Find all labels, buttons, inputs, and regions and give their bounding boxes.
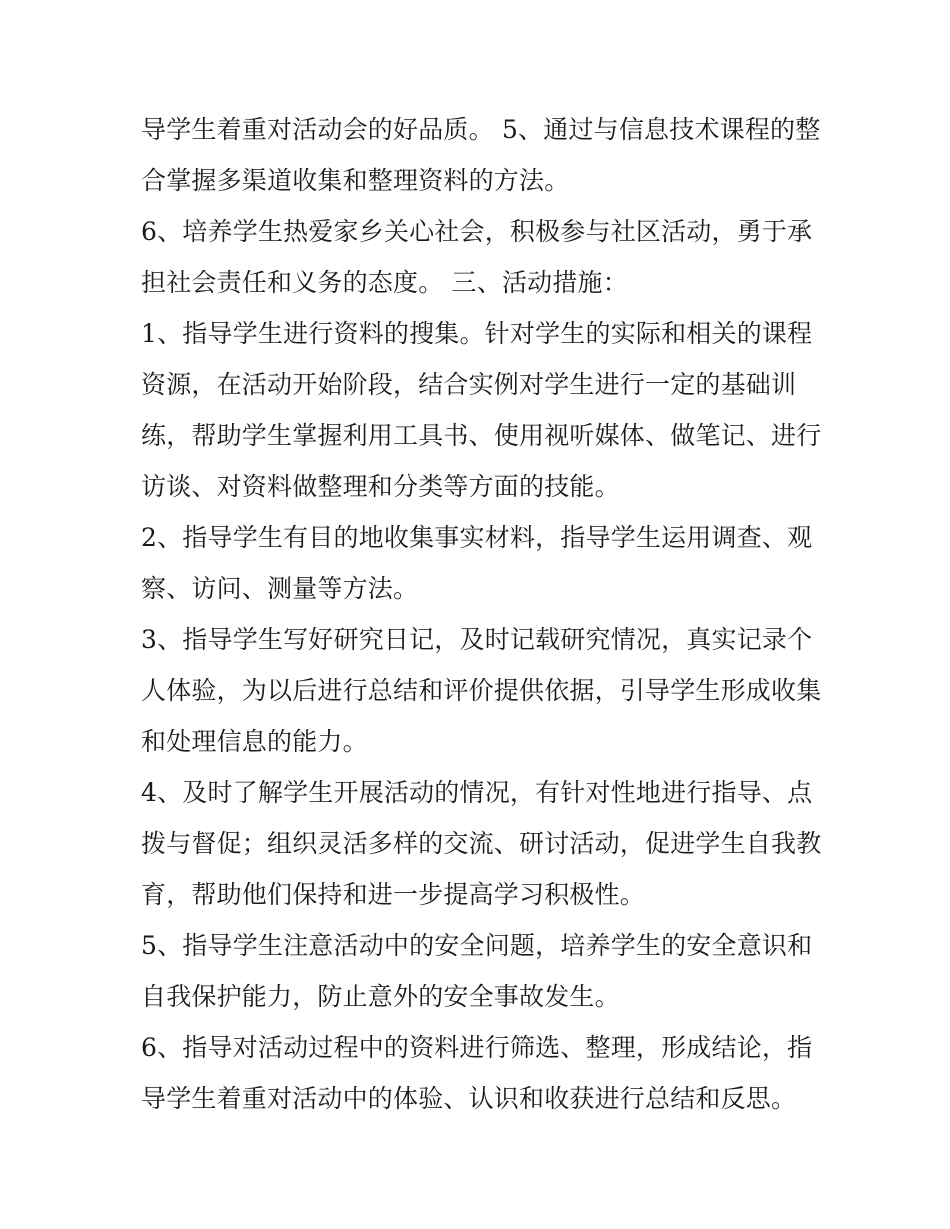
text-line: 访谈、对资料做整理和分类等方面的技能。 bbox=[141, 472, 620, 501]
text-line: 5、指导学生注意活动中的安全问题，培养学生的安全意识和 bbox=[141, 931, 813, 960]
text-line: 和处理信息的能力。 bbox=[141, 727, 368, 756]
text-line: 育，帮助他们保持和进一步提高学习积极性。 bbox=[141, 880, 646, 909]
text-line: 导学生着重对活动会的好品质。 5、通过与信息技术课程的整 bbox=[141, 115, 821, 144]
text-line: 自我保护能力，防止意外的安全事故发生。 bbox=[141, 982, 620, 1011]
text-line: 4、及时了解学生开展活动的情况，有针对性地进行指导、点 bbox=[141, 778, 813, 807]
text-line: 导学生着重对活动中的体验、认识和收获进行总结和反思。 bbox=[141, 1084, 797, 1113]
text-line: 6、培养学生热爱家乡关心社会，积极参与社区活动，勇于承 bbox=[141, 217, 813, 246]
text-line: 3、指导学生写好研究日记，及时记载研究情况，真实记录个 bbox=[141, 625, 813, 654]
text-line: 练，帮助学生掌握利用工具书、使用视听媒体、做笔记、进行 bbox=[141, 421, 822, 450]
text-line: 担社会责任和义务的态度。 三、活动措施： bbox=[141, 268, 628, 297]
text-line: 2、指导学生有目的地收集事实材料，指导学生运用调查、观 bbox=[141, 523, 813, 552]
text-line: 察、访问、测量等方法。 bbox=[141, 574, 419, 603]
text-line: 6、指导对活动过程中的资料进行筛选、整理，形成结论，指 bbox=[141, 1033, 813, 1062]
text-line: 资源，在活动开始阶段，结合实例对学生进行一定的基础训 bbox=[141, 370, 797, 399]
text-line: 拨与督促；组织灵活多样的交流、研讨活动，促进学生自我教 bbox=[141, 829, 822, 858]
text-line: 人体验，为以后进行总结和评价提供依据，引导学生形成收集 bbox=[141, 676, 822, 705]
text-line: 1、指导学生进行资料的搜集。针对学生的实际和相关的课程 bbox=[141, 319, 813, 348]
text-line: 合掌握多渠道收集和整理资料的方法。 bbox=[141, 166, 570, 195]
